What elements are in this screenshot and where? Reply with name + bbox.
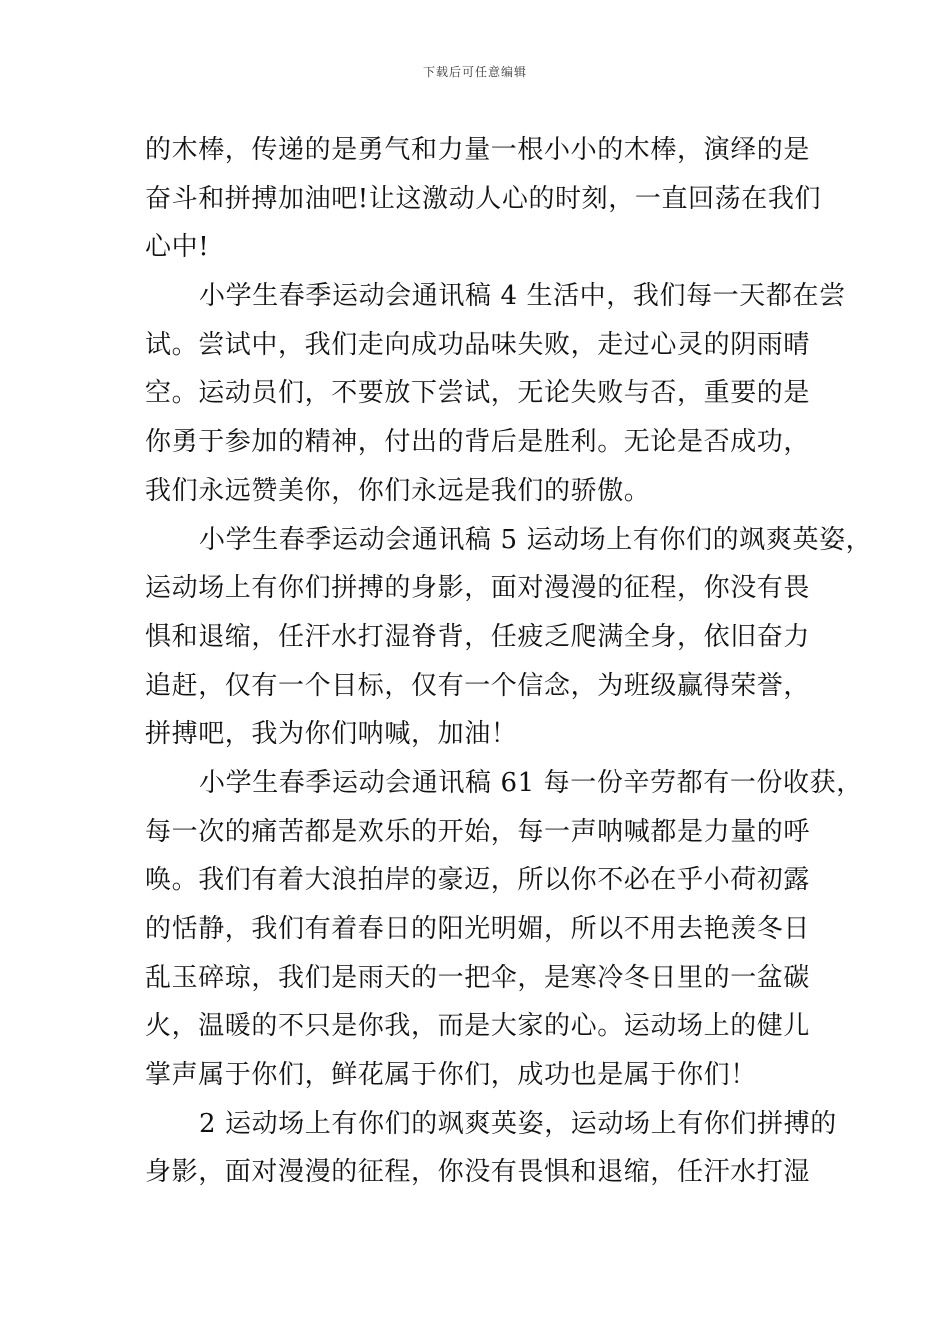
text-line: 你勇于参加的精神，付出的背后是胜利。无论是否成功， — [145, 427, 811, 458]
text-line: 追赶，仅有一个目标，仅有一个信念，为班级赢得荣誉， — [145, 670, 811, 701]
text-line: 运动场上有你们拼搏的身影，面对漫漫的征程，你没有畏 — [145, 573, 811, 604]
document-body — [145, 126, 873, 1197]
text-line: 心中! — [145, 232, 210, 263]
paragraph — [145, 126, 822, 272]
text-line: 小学生春季运动会通讯稿 61 每一份辛劳都有一份收获， — [199, 767, 863, 798]
text-line: 唤。我们有着大浪拍岸的豪迈，所以你不必在乎小荷初露 — [145, 865, 811, 896]
text-line: 试。尝试中，我们走向成功品味失败，走过心灵的阴雨晴 — [145, 329, 811, 360]
text-line: 的恬静，我们有着春日的阳光明媚，所以不用去艳羡冬日 — [145, 914, 811, 944]
text-line: 每一次的痛苦都是欢乐的开始，每一声呐喊都是力量的呼 — [145, 816, 811, 847]
text-line: 空。运动员们，不要放下尝试，无论失败与否，重要的是 — [145, 378, 811, 409]
text-line: 拼搏吧，我为你们呐喊，加油！ — [145, 719, 518, 750]
paragraph — [145, 516, 873, 759]
text-line: 火，温暖的不只是你我，而是大家的心。运动场上的健儿 — [145, 1011, 811, 1042]
text-line: 惧和退缩，任汗水打湿脊背，任疲乏爬满全身，依旧奋力 — [145, 621, 811, 652]
paragraph — [145, 1100, 837, 1197]
text-line: 小学生春季运动会通讯稿 5 运动场上有你们的飒爽英姿， — [199, 524, 873, 555]
text-line: 小学生春季运动会通讯稿 4 生活中，我们每一天都在尝 — [199, 281, 846, 312]
text-line: 的木棒，传递的是勇气和力量一根小小的木棒，演绎的是 — [145, 135, 811, 165]
text-line: 乱玉碎琼，我们是雨天的一把伞，是寒冷冬日里的一盆碳 — [145, 962, 811, 993]
text-line: 身影，面对漫漫的征程，你没有畏惧和退缩，任汗水打湿 — [145, 1157, 811, 1188]
text-line: 我们永远赞美你，你们永远是我们的骄傲。 — [145, 475, 651, 506]
text-line: 2 运动场上有你们的飒爽英姿，运动场上有你们拼搏的 — [199, 1108, 837, 1139]
page-header: 下载后可任意编辑 — [422, 65, 527, 79]
paragraph — [145, 759, 863, 1100]
text-line: 掌声属于你们，鲜花属于你们，成功也是属于你们！ — [145, 1060, 757, 1091]
paragraph — [145, 272, 846, 515]
text-line: 奋斗和拼搏加油吧!让这激动人心的时刻，一直回荡在我们 — [145, 183, 822, 214]
